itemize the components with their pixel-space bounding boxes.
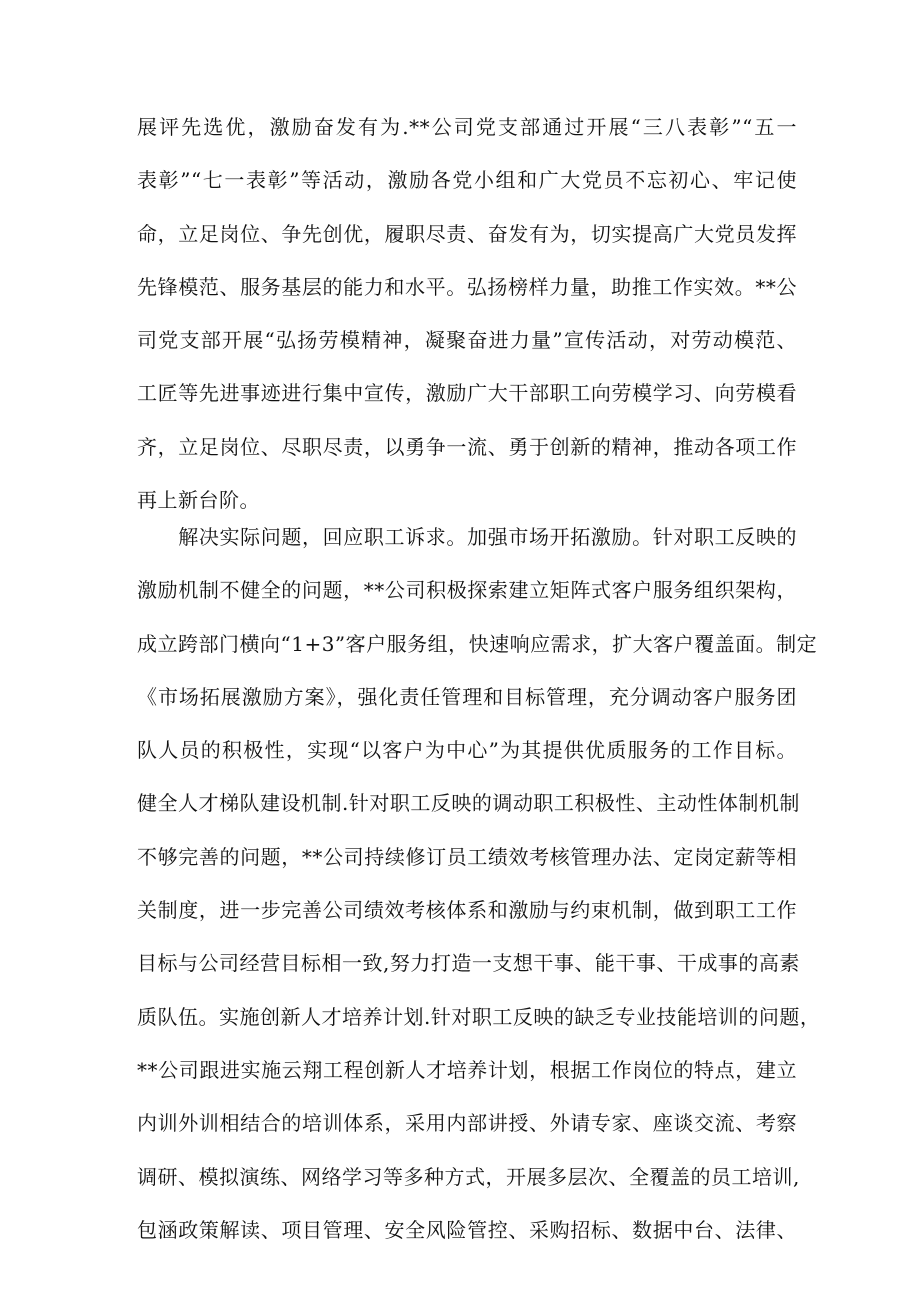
paragraph-line: 关制度，进一步完善公司绩效考核体系和激励与约束机制，做到职工工作	[137, 898, 797, 923]
paragraph-line: 队人员的积极性，实现“以客户为中心”为其提供优质服务的工作目标。	[137, 738, 797, 763]
paragraph-line: 激励机制不健全的问题，**公司积极探索建立矩阵式客户服务组织架构，	[137, 578, 797, 603]
paragraph-line: 再上新台阶。	[137, 488, 260, 513]
paragraph-line: 成立跨部门横向“1+3”客户服务组，快速响应需求，扩大客户覆盖面。制定	[137, 631, 818, 656]
paragraph-line: 司党支部开展“弘扬劳模精神，凝聚奋进力量”宣传活动，对劳动模范、	[137, 328, 797, 353]
paragraph-2	[137, 511, 821, 1257]
paragraph-line: 调研、模拟演练、网络学习等多种方式，开展多层次、全覆盖的员工培训,	[137, 1164, 800, 1189]
paragraph-line: 表彰”“七一表彰”等活动，激励各党小组和广大党员不忘初心、牢记使	[137, 168, 797, 193]
paragraph-line: 《市场拓展激励方案》，强化责任管理和目标管理，充分调动客户服务团	[137, 684, 797, 709]
paragraph-line: 先锋模范、服务基层的能力和水平。弘扬榜样力量，助推工作实效。**公	[137, 274, 797, 299]
paragraph-line: **公司跟进实施云翔工程创新人才培养计划，根据工作岗位的特点，建立	[137, 1057, 797, 1082]
paragraph-line: 内训外训相结合的培训体系，采用内部讲授、外请专家、座谈交流、考察	[137, 1111, 797, 1136]
paragraph-line: 包涵政策解读、项目管理、安全风险管控、采购招标、数据中台、法律、	[137, 1217, 797, 1242]
paragraph-line: 目标与公司经营目标相一致,努力打造一支想干事、能干事、干成事的高素	[137, 951, 800, 976]
paragraph-line: 解决实际问题，回应职工诉求。加强市场开拓激励。针对职工反映的	[137, 525, 797, 549]
paragraph-line: 健全人才梯队建设机制.针对职工反映的调动职工积极性、主动性体制机制	[137, 791, 800, 816]
paragraph-line: 齐，立足岗位、尽职尽责，以勇争一流、勇于创新的精神，推动各项工作	[137, 434, 797, 459]
paragraph-line: 展评先选优，激励奋发有为.**公司党支部通过开展“三八表彰”“五一	[137, 115, 797, 139]
paragraph-line: 命，立足岗位、争先创优，履职尽责、奋发有为，切实提高广大党员发挥	[137, 221, 797, 246]
paragraph-line: 质队伍。实施创新人才培养计划.针对职工反映的缺乏专业技能培训的问题，	[137, 1004, 821, 1029]
paragraph-line: 工匠等先进事迹进行集中宣传，激励广大干部职工向劳模学习、向劳模看	[137, 381, 797, 406]
paragraph-line: 不够完善的问题，**公司持续修订员工绩效考核管理办法、定岗定薪等相	[137, 844, 797, 869]
paragraph-1	[137, 101, 797, 527]
